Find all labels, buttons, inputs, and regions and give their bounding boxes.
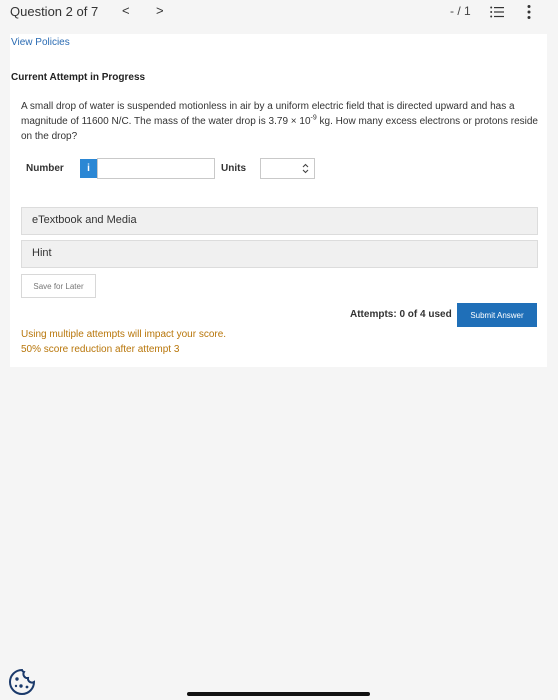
more-vertical-icon[interactable]: [526, 4, 532, 20]
attempt-heading: Current Attempt in Progress: [11, 72, 146, 83]
submit-answer-button[interactable]: Submit Answer: [457, 303, 537, 327]
question-text-part1: A small drop of water is suspended motionless in air by a uniform electric field that is directed upward and has a magnitude of 11600 N/C. The mass of the water drop is 3.79 × 10: [21, 101, 515, 127]
home-indicator: [187, 692, 370, 696]
save-for-later-button[interactable]: Save for Later: [21, 274, 96, 298]
question-counter: Question 2 of 7: [10, 4, 99, 19]
question-text-part2: kg. How many excess electrons or protons reside on the drop?: [21, 116, 538, 142]
question-exponent: -9: [310, 114, 317, 122]
units-label: Units: [221, 163, 246, 174]
question-text: [21, 99, 538, 144]
hint-panel[interactable]: [21, 240, 538, 268]
attempts-counter: Attempts: 0 of 4 used: [350, 309, 452, 320]
question-card: [10, 34, 547, 367]
question-header: [0, 0, 558, 26]
number-label: Number: [26, 163, 64, 174]
question-score: - / 1: [450, 4, 471, 18]
previous-question-button[interactable]: <: [122, 3, 130, 18]
number-input[interactable]: [97, 158, 215, 179]
info-icon[interactable]: i: [80, 159, 97, 178]
attempts-warning: Using multiple attempts will impact your score.: [21, 329, 227, 340]
select-caret-icon: [302, 162, 309, 175]
score-reduction-notice: 50% score reduction after attempt 3: [21, 344, 180, 355]
next-question-button[interactable]: >: [156, 3, 164, 18]
hint-label: Hint: [32, 247, 52, 259]
list-icon[interactable]: [490, 6, 504, 18]
cookie-icon[interactable]: [8, 668, 36, 696]
view-policies-link[interactable]: View Policies: [11, 37, 70, 48]
units-select[interactable]: [260, 158, 315, 179]
etextbook-media-panel[interactable]: [21, 207, 538, 235]
etextbook-media-label: eTextbook and Media: [32, 214, 137, 226]
